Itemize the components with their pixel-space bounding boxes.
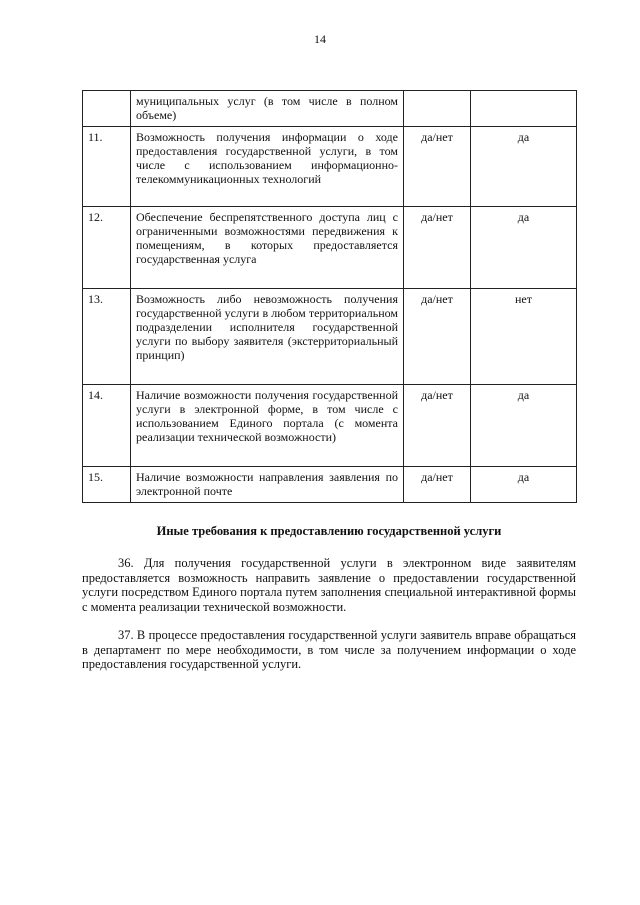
row-value: да [471, 467, 577, 503]
row-value-type: да/нет [404, 467, 471, 503]
row-value: да [471, 127, 577, 207]
row-number: 11. [83, 127, 131, 207]
row-value-type: да/нет [404, 127, 471, 207]
row-description: Наличие возможности направления заявления по электронной почте [131, 467, 404, 503]
paragraph-37: 37. В процессе предоставления государственной услуги заявитель вправе обращаться в департамент по мере необходимости, в том числе за получением информации о ходе предоставления государственной услуги. [82, 628, 576, 671]
row-value-type: да/нет [404, 289, 471, 385]
row-description: муниципальных услуг (в том числе в полном объеме) [131, 91, 404, 127]
table-row [83, 467, 577, 503]
row-description: Наличие возможности получения государственной услуги в электронной форме, в том числе с использованием Единого портала (с момента реализации технической возможности) [131, 385, 404, 467]
row-value: да [471, 207, 577, 289]
row-value-type: да/нет [404, 385, 471, 467]
table-row [83, 207, 577, 289]
table-row [83, 289, 577, 385]
row-number: 14. [83, 385, 131, 467]
row-description: Обеспечение беспрепятственного доступа лиц с ограниченными возможностями передвижения к помещениям, в которых предоставляется государственная услуга [131, 207, 404, 289]
row-value: нет [471, 289, 577, 385]
paragraph-36: 36. Для получения государственной услуги в электронном виде заявителям предоставляется возможность направить заявление о предоставлении государственной услуги посредством Единого портала путем заполнения специальной интерактивной формы с момента реализации технической возможности. [82, 556, 576, 614]
table-row [83, 385, 577, 467]
row-value [471, 91, 577, 127]
table-row [83, 91, 577, 127]
row-value-type [404, 91, 471, 127]
row-number: 13. [83, 289, 131, 385]
row-value-type: да/нет [404, 207, 471, 289]
page-number: 14 [314, 32, 326, 46]
row-number: 15. [83, 467, 131, 503]
row-description: Возможность получения информации о ходе предоставления государственной услуги, в том числе с использованием информационно-телекоммуникационных технологий [131, 127, 404, 207]
table-row [83, 127, 577, 207]
row-number [83, 91, 131, 127]
row-description: Возможность либо невозможность получения государственной услуги в любом территориальном подразделении исполнителя государственной услуги по выбору заявителя (экстерриториальный принцип) [131, 289, 404, 385]
section-heading: Иные требования к предоставлению государственной услуги [156, 524, 502, 538]
row-value: да [471, 385, 577, 467]
row-number: 12. [83, 207, 131, 289]
service-criteria-table [82, 90, 577, 503]
